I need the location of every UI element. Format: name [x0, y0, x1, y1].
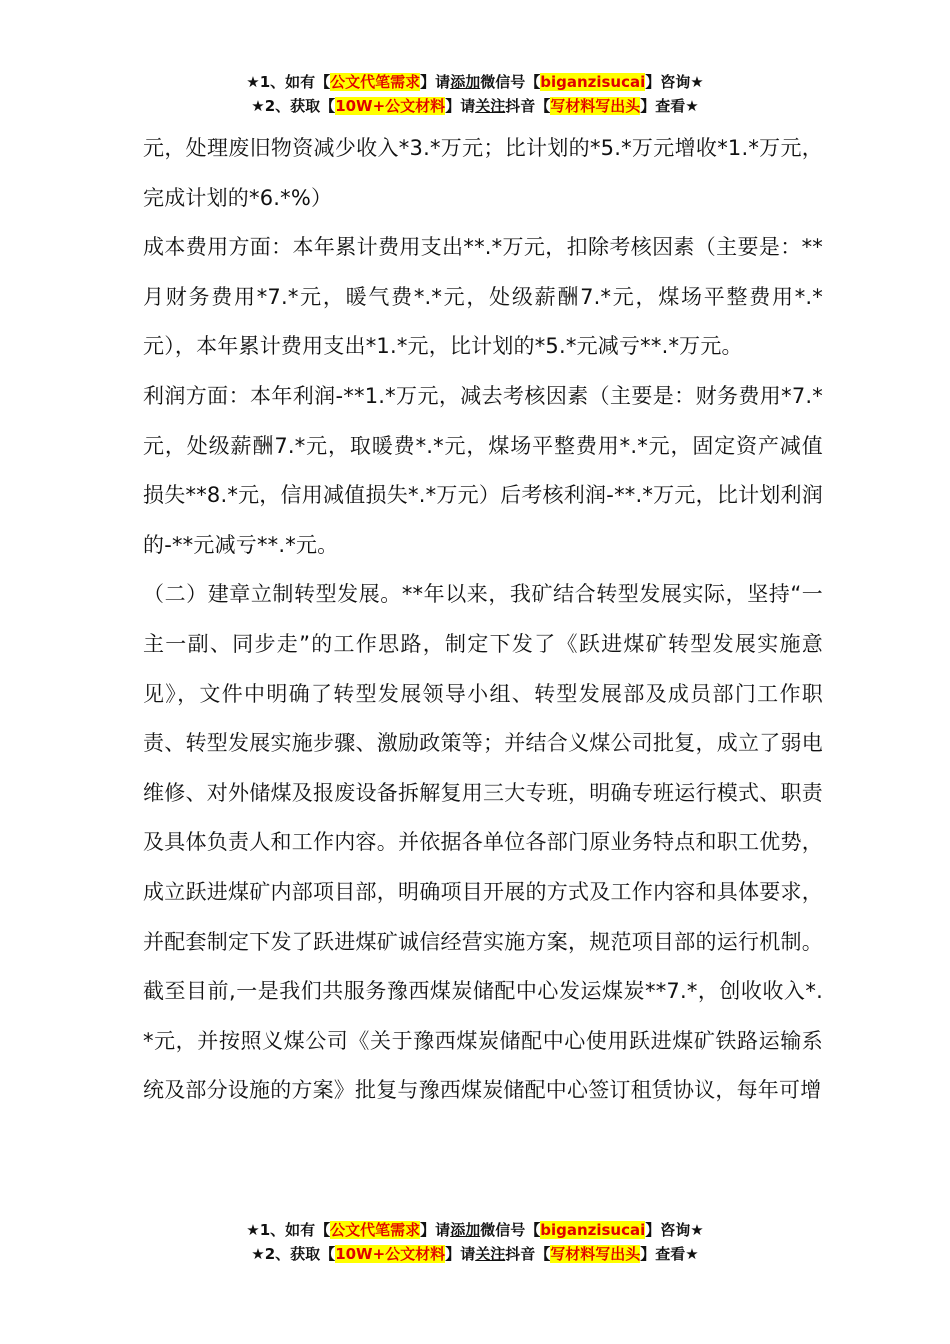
banner-line-2: ★2、获取【10W+公文材料】请关注抖音【写材料写出头】查看★ — [251, 97, 699, 115]
highlight-materials: 10W+公文材料 — [335, 97, 446, 115]
highlight-service: 公文代笔需求 — [330, 73, 421, 91]
paragraph-profit: 利润方面：本年利润-**1.*万元，减去考核因素（主要是：财务费用*7.*元，处级薪酬7.*元，取暖费*.*元，煤场平整费用*.*元，固定资产减值损失**8.*元，信用减值损失*.*万元）后考核利润-**.*万元，比计划利润的-**元减亏**.*元。 — [143, 383, 823, 557]
paragraph-transformation: （二）建章立制转型发展。**年以来，我矿结合转型发展实际，坚持“一主一副、同步走”的工作思路，制定下发了《跃进煤矿转型发展实施意见》，文件中明确了转型发展领导小组、转型发展部及成员部门工作职责、转型发展实施步骤、激励政策等；并结合义煤公司批复，成立了弱电维修、对外储煤及报废设备拆解复用三大专班，明确专班运行模式、职责及具体负责人和工作内容。并依据各单位各部门原业务特点和职工优势，成立跃进煤矿内部项目部，明确项目开展的方式及工作内容和具体要求，并配套制定下发了跃进煤矿诚信经营实施方案，规范项目部的运行机制。截至目前,一是我们共服务豫西煤炭储配中心发运煤炭**7.*，创收收入*.*元，并按照义煤公司《关于豫西煤炭储配中心使用跃进煤矿铁路运输系统及部分设施的方案》批复与豫西煤炭储配中心签订租赁协议，每年可增 — [143, 582, 823, 1103]
highlight-service: 公文代笔需求 — [330, 1221, 421, 1239]
highlight-wechat-id: biganzisucai — [540, 73, 646, 91]
paragraph-revenue-continued: 元，处理废旧物资减少收入*3.*万元；比计划的*5.*万元增收*1.*万元，完成计划的*6.*%） — [143, 136, 823, 210]
banner-line-2: ★2、获取【10W+公文材料】请关注抖音【写材料写出头】查看★ — [251, 1245, 699, 1263]
banner-line-1: ★1、如有【公文代笔需求】请添加微信号【biganzisucai】咨询★ — [246, 1221, 704, 1239]
document-body — [143, 124, 823, 1116]
highlight-wechat-id: biganzisucai — [540, 1221, 646, 1239]
highlight-douyin-account: 写材料写出头 — [550, 1245, 641, 1263]
banner-line-1: ★1、如有【公文代笔需求】请添加微信号【biganzisucai】咨询★ — [246, 73, 704, 91]
paragraph-cost: 成本费用方面：本年累计费用支出**.*万元，扣除考核因素（主要是：**月财务费用*7.*元，暖气费*.*元，处级薪酬7.*元，煤场平整费用*.*元），本年累计费用支出*1.*元，比计划的*5.*元减亏**.*万元。 — [143, 235, 823, 359]
highlight-materials: 10W+公文材料 — [335, 1245, 446, 1263]
header-banner — [0, 70, 950, 118]
footer-banner — [0, 1218, 950, 1266]
highlight-douyin-account: 写材料写出头 — [550, 97, 641, 115]
